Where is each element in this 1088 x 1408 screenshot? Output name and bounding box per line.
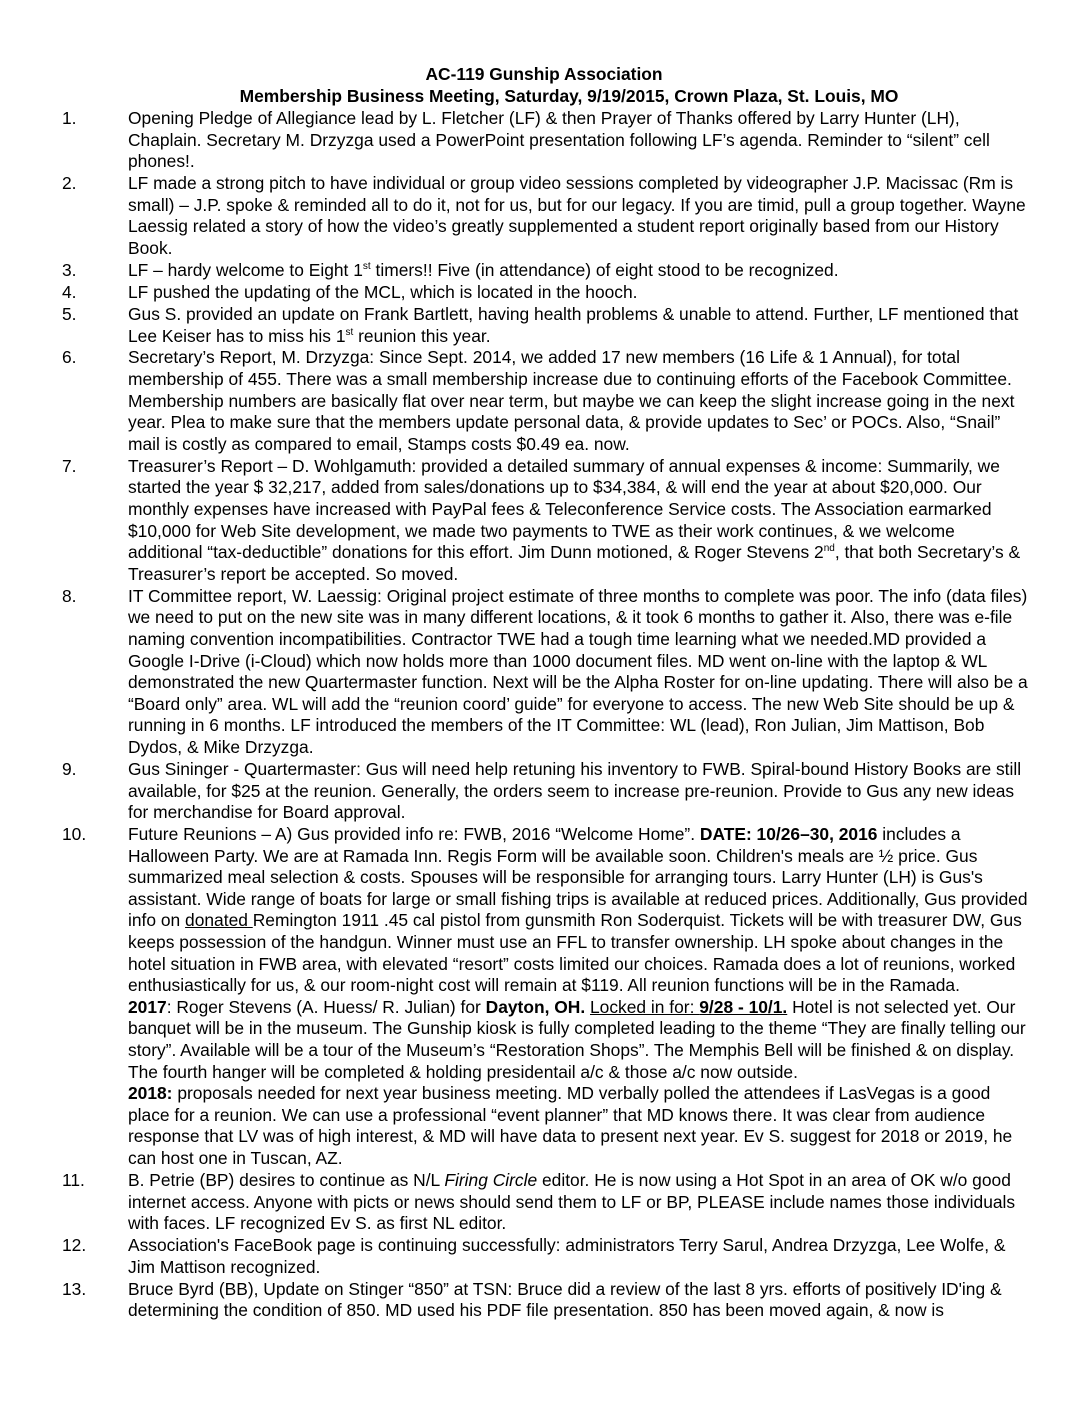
item-text-reunion-2016: Future Reunions – A) Gus provided info re: FWB, 2016 “Welcome Home”. DATE: 10/26–30, 2016 includes a Halloween Party. We are at Ramada Inn. Regis Form will be available soon. Children's meals are ½ price. Gus summarized meal selection & costs. Spouses will be responsible for arranging tours. Larry Hunter (LH) is Gus's assistant. Wide range of boats for large or small fishing trips is available at reduced prices. Additionally, Gus provided info on donated Remington 1911 .45 cal pistol from gunsmith Ron Soderquist. Tickets will be with treasurer DW, Gus keeps possession of the handgun. Winner must use an FFL to transfer ownership. LH spoke about changes in the hotel situation in FWB area, with elevated “resort” costs limited our choices. Ramada does a lot of reunions, worked enthusiastically for us, & our room-night cost will remain at $119. All reunion functions will be in the Ramada. [128,824,1028,996]
item-number: 8. [62,585,77,606]
list-item [62,173,1032,259]
item-number: 11. [62,1170,85,1190]
item-text: Secretary’s Report, M. Drzyzga: Since Sept. 2014, we added 17 new members (16 Life & 1 Annual), for total membership of 455. There was a small membership increase due to continuing efforts of the Facebook Committee. Membership numbers are basically flat over near term, but maybe we can keep the slight increase going in the next year. Plea to make sure that the members update personal data, & provide updates to Sec’ or POCs. Also, “Snail” mail is costly as compared to email, Stamps costs $0.49 ea. now. [128,347,1015,454]
document-header [0,64,1088,107]
minutes-list [62,108,1032,1322]
item-number: 9. [62,758,77,779]
list-item [62,1279,1032,1322]
item-number: 5. [62,303,77,324]
list-item [62,282,1032,304]
item-text: LF made a strong pitch to have individual or group video sessions completed by videographer J.P. Macissac (Rm is small) – J.P. spoke & reminded all to do it, not for us, but for our legacy. If you are timid, pull a group together. Wayne Laessig related a story of how the video’s greatly supplemented a student report originally based from our History Book. [128,173,1026,258]
document-subtitle: Membership Business Meeting, Saturday, 9/19/2015, Crown Plaza, St. Louis, MO [239,85,899,106]
item-text: LF – hardy welcome to Eight 1st timers!! Five (in attendance) of eight stood to be recognized. [128,259,839,280]
list-item [62,824,1032,1170]
item-number: 3. [62,259,77,280]
item-text-reunion-2018: 2018: proposals needed for next year business meeting. MD verbally polled the attendees if LasVegas is a good place for a reunion. We can use a professional “event planner” that MD knows there. It was clear from audience response that LV was of high interest, & MD will have data to present next year. Ev S. suggest for 2018 or 2019, he can host one in Tuscan, AZ. [128,1083,1013,1169]
item-text: LF pushed the updating of the MCL, which is located in the hooch. [128,281,638,302]
item-number: 7. [62,455,77,476]
list-item [62,304,1032,347]
list-item [62,456,1032,586]
item-text: Bruce Byrd (BB), Update on Stinger “850” at TSN: Bruce did a review of the last 8 yrs. efforts of positively ID'ing & determining the condition of 850. MD used his PDF file presentation. 850 has been moved again, & now is [128,1278,1002,1321]
item-number: 1. [62,108,77,128]
item-text: Treasurer’s Report – D. Wohlgamuth: provided a detailed summary of annual expenses & income: Summarily, we started the year $ 32,217, added from sales/donations up to $34,384, & will end the year at about $20,000. Our monthly expenses have increased with PayPal fees & Teleconference Service costs. The Association earmarked $10,000 for Web Site development, we made two payments to TWE as their work continues, & we welcome additional “tax-deductible” donations for this effort. Jim Dunn motioned, & Roger Stevens 2nd, that both Secretary’s & Treasurer’s report be accepted. So moved. [128,455,1021,584]
item-number: 4. [62,281,77,302]
list-item [62,586,1032,759]
list-item [62,759,1032,824]
item-text: Gus S. provided an update on Frank Bartlett, having health problems & unable to attend. Further, LF mentioned that Lee Keiser has to miss his 1st reunion this year. [128,303,1019,346]
list-item [62,1235,1032,1278]
item-number: 13. [62,1278,87,1299]
list-item [62,347,1032,455]
item-text: Association's FaceBook page is continuing successfully: administrators Terry Sarul, Andrea Drzyzga, Lee Wolfe, & Jim Mattison recognized. [128,1235,1006,1277]
item-number: 10. [62,824,87,845]
item-text: Gus Sininger - Quartermaster: Gus will need help retuning his inventory to FWB. Spiral-bound History Books are still available, for $25 at the reunion. Generally, the orders seem to increase pre-reunion. Provide to Gus any new ideas for merchandise for Board approval. [128,758,1022,823]
list-item [62,108,1032,173]
document-title: AC-119 Gunship Association [425,64,663,84]
list-item [62,1170,1032,1235]
item-text: IT Committee report, W. Laessig: Original project estimate of three months to complete was poor. The info (data files) we need to put on the new site was in many different locations, & it took 6 months to gather it. Also, there was e-file naming convention incompatibilities. Contractor TWE had a tough time learning what we needed.MD provided a Google I-Drive (i-Cloud) which now holds more than 1000 document files. MD went on-line with the laptop & WL demonstrated the new Quartermaster function. Next will be the Alpha Roster for on-line updating. There will also be a “Board only” area. WL will add the “reunion coord’ guide” for everyone to access. The new Web Site should be up & running in 6 months. LF introduced the members of the IT Committee: WL (lead), Ron Julian, Jim Mattison, Bob Dydos, & Mike Drzyzga. [128,585,1028,757]
item-number: 12. [62,1235,87,1256]
item-text-reunion-2017: 2017: Roger Stevens (A. Huess/ R. Julian) for Dayton, OH. Locked in for: 9/28 - 10/1. Hotel is not selected yet. Our banquet will be in the museum. The Gunship kiosk is fully completed leading to the theme “They are finally telling our story”. Available will be a tour of the Museum’s “Restoration Shops”. The Memphis Bell will be finished & on display. The fourth hanger will be completed & holding presidentail a/c & those a/c now outside. [128,996,1026,1082]
item-text: B. Petrie (BP) desires to continue as N/L Firing Circle editor. He is now using a Hot Spot in an area of OK w/o good internet access. Anyone with picts or news should send them to LF or BP, PLEASE include names those individuals with faces. LF recognized Ev S. as first NL editor. [128,1170,1016,1234]
item-number: 6. [62,347,77,368]
item-number: 2. [62,173,77,194]
item-text: Opening Pledge of Allegiance lead by L. Fletcher (LF) & then Prayer of Thanks offered by Larry Hunter (LH), Chaplain. Secretary M. Drzyzga used a PowerPoint presentation following LF’s agenda. Reminder to “silent” cell phones!. [128,108,990,172]
list-item [62,260,1032,282]
